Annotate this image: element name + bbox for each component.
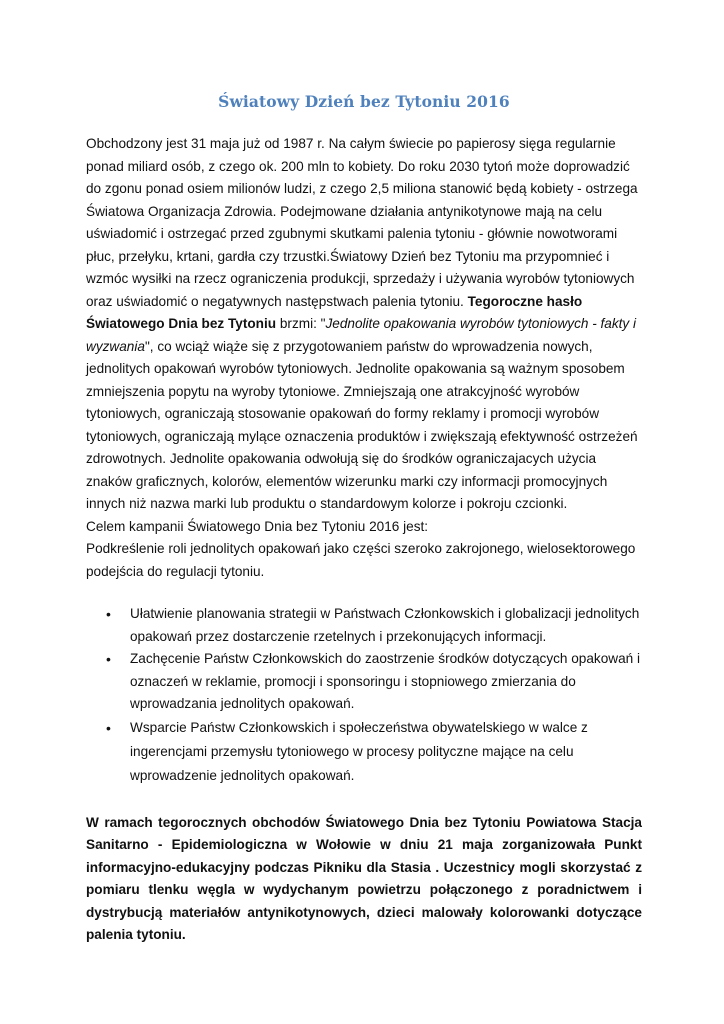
- goal-line: Celem kampanii Światowego Dnia bez Tytoniu 2016 jest:: [86, 518, 429, 534]
- bullet-icon: •: [106, 719, 111, 736]
- list-item: [86, 716, 642, 788]
- list-item-text: Zachęcenie Państw Członkowskich do zaostrzenie środków dotyczących opakowań i oznaczeń w reklamie, promocji i sponsoringu i stopniowego zmierzania do wprowadzania jednolitych opakowań.: [130, 651, 641, 711]
- campaign-goals-list: [86, 603, 642, 788]
- intro-paragraph: [86, 133, 642, 583]
- list-item: [86, 603, 642, 648]
- slogan-lead: brzmi: ": [276, 316, 326, 331]
- slogan-label: Tegoroczne hasło Światowego Dnia bez Tytoniu: [86, 293, 583, 331]
- bullet-icon: •: [106, 651, 111, 667]
- goal-text: Podkreślenie roli jednolitych opakowań jako części szeroko zakrojonego, wielosektorowego podejścia do regulacji tytoniu.: [86, 541, 636, 579]
- slogan-text: Jednolite opakowania wyrobów tytoniowych - fakty i wyzwania: [86, 316, 637, 354]
- bullet-icon: •: [106, 606, 111, 622]
- list-item: [86, 648, 642, 716]
- list-item-text: Wsparcie Państw Członkowskich i społeczeństwa obywatelskiego w walce z ingerencjami przemysłu tytoniowego w procesy polityczne mające na celu wprowadzenie jednolitych opakowań.: [130, 719, 588, 783]
- page-title: Światowy Dzień bez Tytoniu 2016: [218, 92, 510, 111]
- document-page: [86, 92, 642, 947]
- list-item-text: Ułatwienie planowania strategii w Państwach Członkowskich i globalizacji jednolitych opakowań przez dostarczenie rzetelnych i przekonujących informacji.: [130, 606, 640, 644]
- intro-text: Obchodzony jest 31 maja już od 1987 r. Na całym świecie po papierosy sięga regularnie ponad miliard osób, z czego ok. 200 mln to kobiety. Do roku 2030 tytoń może doprowadzić do zgonu ponad osiem milionów ludzi, z czego 2,5 miliona stanowić będą kobiety - ostrzega Światowa Organizacja Zdrowia. Podejmowane działania antynikotynowe mają na celu uświadomić i ostrzegać przed zgubnymi skutkami palenia tytoniu - głównie nowotworami płuc, przełyku, krtani, gardła czy trzustki.Światowy Dzień bez Tytoniu ma przypomnieć i wzmóc wysiłki na rzecz ograniczenia produkcji, sprzedaży i używania wyrobów tytoniowych oraz uświadomić o negatywnych następstwach palenia tytoniu.: [86, 136, 638, 309]
- slogan-rest: ", co wciąż wiąże się z przygotowaniem państw do wprowadzenia nowych, jednolitych opakowań wyrobów tytoniowych. Jednolite opakowania są ważnym sposobem zmniejszenia popytu na wyroby tytoniowe. Zmniejszają one atrakcyjność wyrobów tytoniowych, ograniczają stosowanie opakowań do formy reklamy i promocji wyrobów tytoniowych, ograniczają mylące oznaczenia produktów i zwiększają efektywność ostrzeżeń zdrowotnych. Jednolite opakowania odwołują się do środków ograniczajacych użycia znaków graficznych, kolorów, elementów wizerunku marki czy informacji promocyjnych innych niż nazwa marki lub produktu o standardowym kolorze i pokroju czcionki.: [86, 338, 638, 511]
- closing-paragraph: W ramach tegorocznych obchodów Światowego Dnia bez Tytoniu Powiatowa Stacja Sanitarno - Epidemiologiczna w Wołowie w dniu 21 maja zorganizowała Punkt informacyjno-edukacyjny podczas Pikniku dla Stasia . Uczestnicy mogli skorzystać z pomiaru tlenku węgla w wydychanym powietrzu połączonego z poradnictwem i dystrybucją materiałów antynikotynowych, dzieci malowały kolorowanki dotyczące palenia tytoniu.: [86, 814, 642, 942]
